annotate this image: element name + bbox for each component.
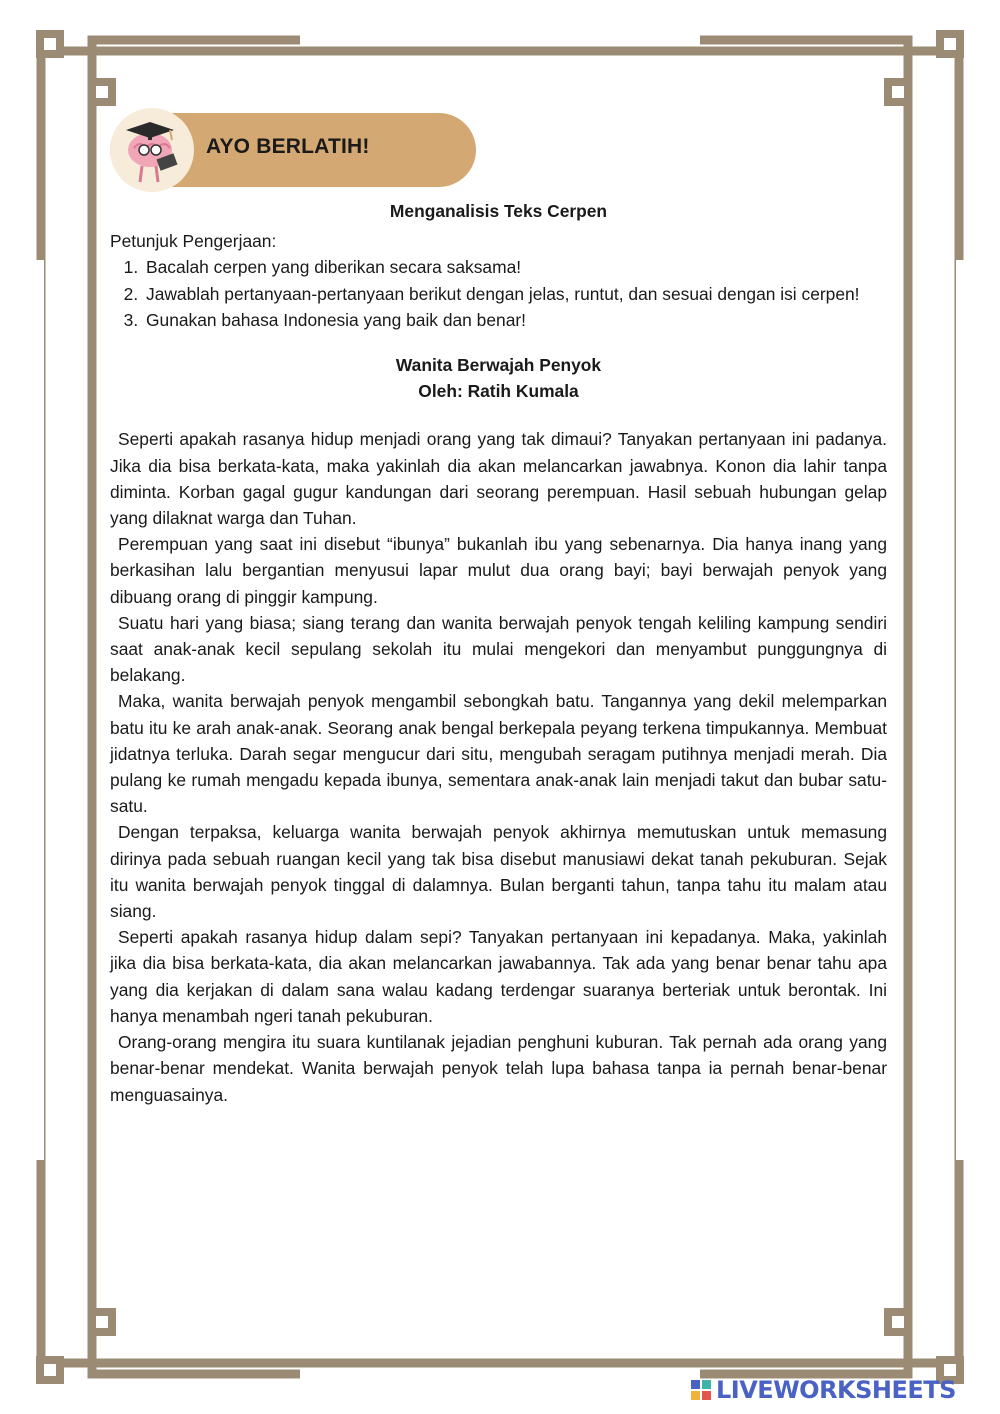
story-paragraph: Maka, wanita berwajah penyok mengambil sebongkah batu. Tangannya yang dekil melemparkan batu itu ke arah anak-anak. Seorang anak bengal berkepala peyang terkena timpukannya. Membuat jidatnya terluka. Darah segar mengucur dari situ, mengubah seragam putihnya menjadi merah. Dia pulang ke rumah mengadu kepada ibunya, sementara anak-anak lain menjadi takut dan bubar satu-satu. [110,691,887,817]
instructions-label: Petunjuk Pengerjaan: [110,231,277,252]
instruction-item: 1. Bacalah cerpen yang diberikan secara saksama! [143,254,887,280]
worksheet-heading: Menganalisis Teks Cerpen [389,201,608,221]
badge-title: AYO BERLATIH! [206,135,370,158]
story-paragraph: Orang-orang mengira itu suara kuntilanak jejadian penghuni kuburan. Tak pernah ada orang yang benar-benar mendekat. Wanita berwajah penyok telah lupa bahasa tanpa ia pernah benar-benar menguasainya. [110,1032,887,1105]
story-paragraph: Seperti apakah rasanya hidup dalam sepi? Tanyakan pertanyaan ini kepadanya. Maka, yakinlah jika dia bisa berkata-kata, dia akan melancarkan jawabannya. Tak ada yang benar benar tahu apa yang dia kerjakan di dalam sana walau kadang terdengar suaranya berteriak untuk berontak. Ini hanya menambah ngeri tanah pekuburan. [110,927,887,1026]
story-body [110,426,887,1107]
worksheet-content [110,198,887,1108]
story-paragraph: Seperti apakah rasanya hidup menjadi orang yang tak dimaui? Tanyakan pertanyaan ini padanya. Jika dia bisa berkata-kata, maka yakinlah dia akan melancarkan jawabnya. Konon dia lahir tanpa diminta. Korban gagal gugur kandungan dari seorang perempuan. Hasil sebuah hubungan gelap yang dilaknat warga dan Tuhan. [110,429,887,529]
liveworksheets-icon [690,1379,712,1401]
story-title: Wanita Berwajah Penyok [395,355,602,376]
story-paragraph: Dengan terpaksa, keluarga wanita berwajah penyok akhirnya memutuskan untuk memasung dirinya pada sebuah ruangan kecil yang tak bisa disebut manusiawi dekat tanah pekuburan. Sejak itu wanita berwajah penyok tinggal di dalamnya. Bulan berganti tahun, tanpa tahu itu malam atau siang. [110,822,887,922]
story-paragraph: Suatu hari yang biasa; siang terang dan wanita berwajah penyok tengah keliling kampung sendiri saat anak-anak kecil sepulang sekolah itu mulai mengekori dan menyambut punggungnya di belakang. [110,612,887,686]
story-author: Oleh: Ratih Kumala [418,381,579,402]
instructions-list [110,254,887,333]
brain-mascot-icon [110,108,194,192]
liveworksheets-brand: LIVEWORKSHEETS [716,1376,956,1404]
instruction-item: 2. Jawablah pertanyaan-pertanyaan berikut dengan jelas, runtut, dan sesuai dengan isi cerpen! [143,281,887,307]
instruction-item: 3. Gunakan bahasa Indonesia yang baik dan benar! [143,307,887,333]
liveworksheets-logo[interactable] [690,1373,956,1407]
story-paragraph: Perempuan yang saat ini disebut “ibunya” bukanlah ibu yang sebenarnya. Dia hanya inang yang berkasihan lalu bergantian menyusui lapar mulut dua orang bayi; bayi berwajah penyok yang dibuang orang di pinggir kampung. [110,534,887,607]
